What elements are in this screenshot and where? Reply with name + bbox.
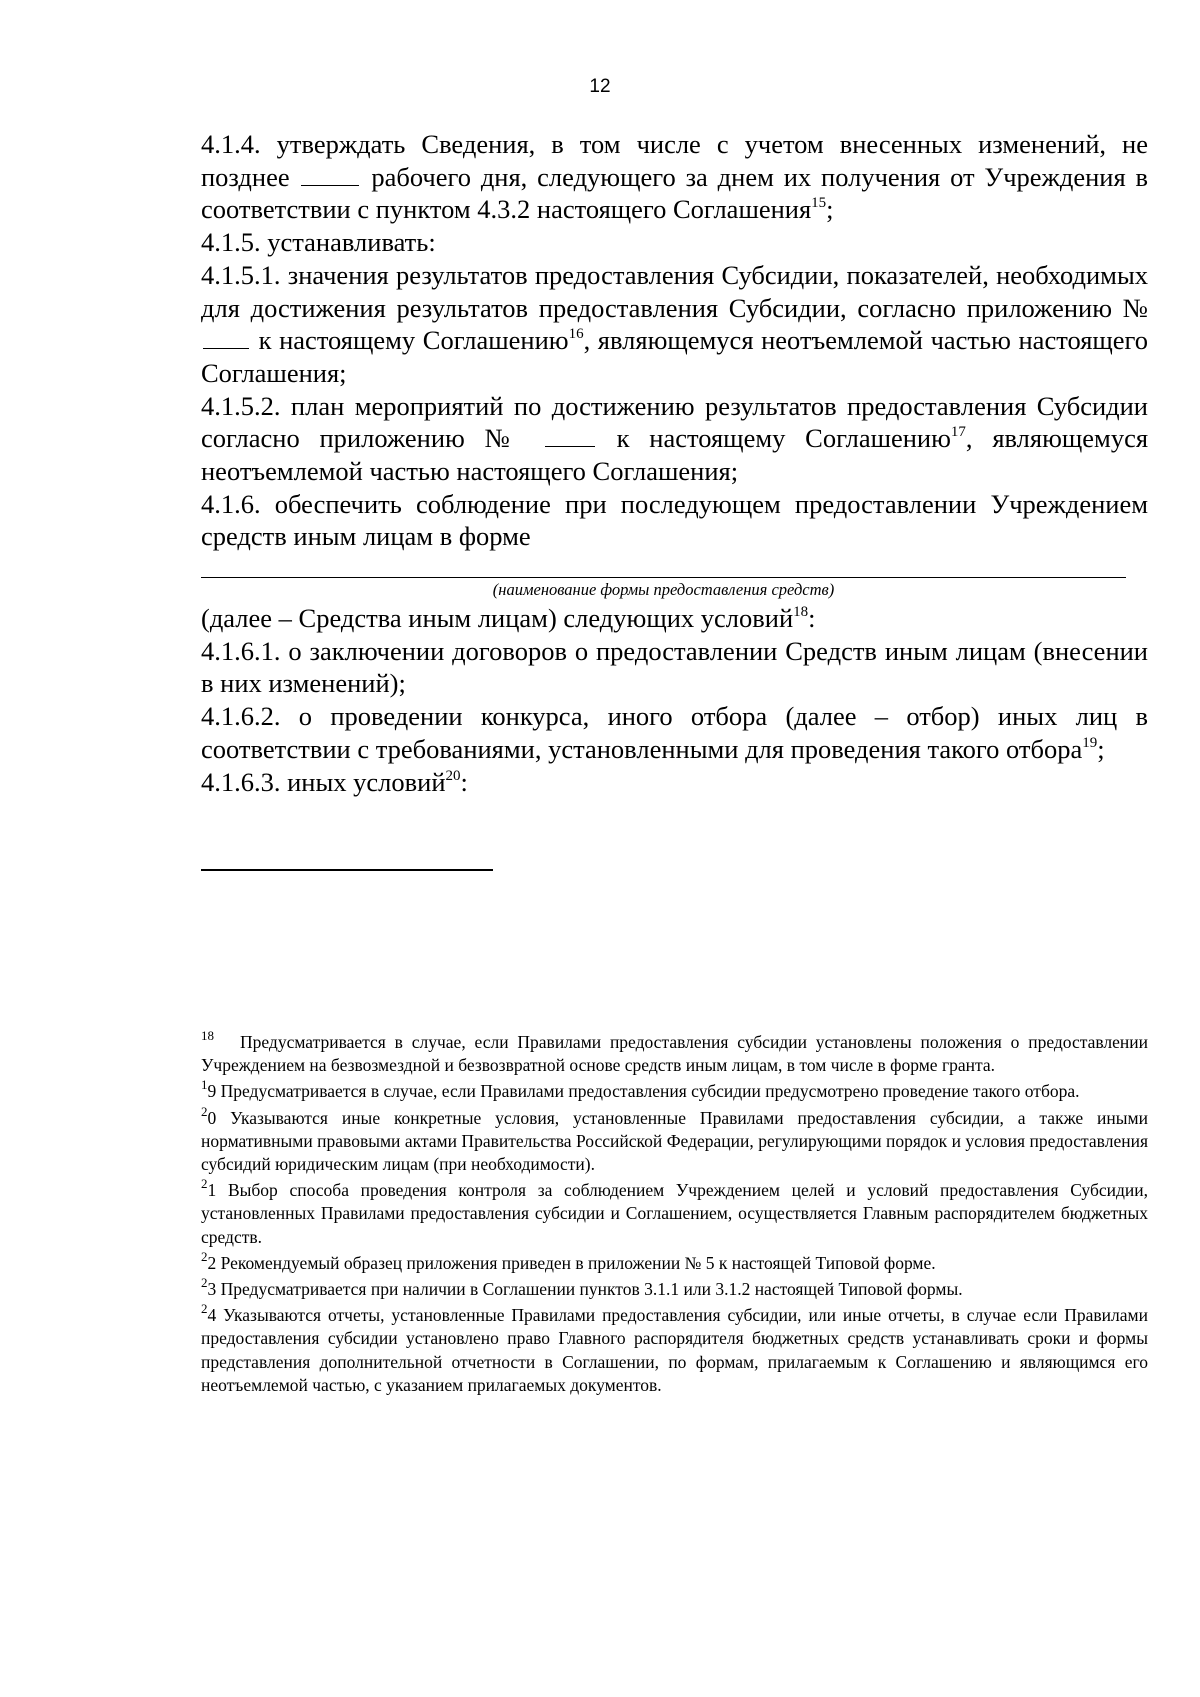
footnote-text: Выбор способа проведения контроля за соблюдением Учреждением целей и условий предоставления Субсидии, установленных Правилами предоставления субсидии и Соглашением, осуществляется Главным распорядителем бюджетных средств. [201,1180,1148,1247]
clause-text: 4.1.5.1. значения результатов предоставления Субсидии, показателей, необходимых для достижения результатов предоставления Субсидии, согласно приложению № [201,260,1148,323]
clause-4-1-5-2 [201,390,1148,488]
footnote-text: Предусматривается в случае, если Правилами предоставления субсидии установлены положения о предоставлении Учреждением на безвозмездной и безвозвратной основе средств иным лицам, в том числе в форме гранта. [201,1032,1148,1076]
clause-text: (далее – Средства иным лицам) следующих условий [201,602,794,633]
footnote [201,1301,1148,1397]
footnote-ref: 18 [793,603,809,620]
clause-text: 4.1.5.2. план мероприятий по достижению результатов предоставления Субсидии согласно приложению № [201,390,1148,453]
footnote-ref: 20 [445,767,461,784]
footnote-ref: 15 [811,195,827,211]
clause-4-1-6-2 [201,700,1148,765]
clause-text: к настоящему Соглашению [258,325,569,355]
page-number: 12 [589,76,611,97]
footnote-ref: 17 [950,424,966,440]
footnote [201,1028,1148,1077]
clause-text: 4.1.4. утверждать Сведения, в том числе с учетом внесенных изменений, не позднее [201,129,1148,192]
footnote-number: 18 [201,1028,214,1043]
clause-4-1-6-3 [201,766,1148,799]
clause-4-1-6: 4.1.6. обеспечить соблюдение при последующем предоставлении Учреждением средств иным лицам в форме [201,488,1148,551]
clause-4-1-4 [201,128,1148,226]
footnote-number-rest: 0 [207,1107,217,1128]
footnote-text: Предусматривается при наличии в Соглашении пунктов 3.1.1 или 3.1.2 настоящей Типовой формы. [216,1279,963,1300]
clause-text: 4.1.6.3. иных условий [201,766,446,797]
clause-text: 4.1.6.2. о проведении конкурса, иного отбора (далее – отбор) иных лиц в соответствии с требованиями, установленными для проведения такого отбора [201,701,1148,764]
footnote-number: 2 [201,1176,208,1192]
footnote [201,1176,1148,1249]
clause-text: , являющемуся неотъемлемой частью настоящего Соглашения; [201,325,1149,388]
footnote-ref: 19 [1082,734,1098,751]
footnote [201,1077,1148,1103]
clause-4-1-6-1: 4.1.6.1. о заключении договоров о предоставлении Средств иным лицам (внесении в них изменений); [201,635,1148,698]
footnote-number: 2 [201,1248,208,1264]
blank-field [203,326,249,349]
clause-text: : [460,766,468,797]
blank-field [545,424,595,447]
footnote-number: 2 [201,1103,208,1119]
clause-text: : [808,602,816,633]
footnote-number: 2 [201,1275,208,1291]
footnote-number-rest: 4 [207,1305,217,1326]
clause-text: ; [826,194,834,224]
footnote-number-rest: 1 [207,1180,217,1201]
footnote-text: Предусматривается в случае, если Правилами предоставления субсидии предусмотрено проведение такого отбора. [216,1081,1080,1102]
form-fill-line [201,577,1126,578]
document-body [201,128,1148,798]
footnote-number-rest: 2 [207,1252,217,1273]
clause-text: к настоящему Соглашению [616,423,951,453]
clause-4-1-5-1 [201,259,1148,389]
form-caption: (наименование формы предоставления средств) [492,579,835,599]
clause-text: рабочего дня, следующего за днем их получения от Учреждения в соответствии с пунктом 4.3.2 настоящего Соглашения [201,161,1149,224]
footnote-number: 2 [201,1301,208,1317]
footnote-separator [201,869,493,871]
clause-text: ; [1097,733,1105,764]
clause-4-1-5: 4.1.5. устанавливать: [201,227,436,257]
footnote-text: Рекомендуемый образец приложения приведен в приложении № 5 к настоящей Типовой форме. [216,1252,936,1273]
blank-field [301,163,359,186]
footnote-number-rest: 3 [207,1279,217,1300]
footnote-number: 1 [201,1077,208,1093]
footnote-text: Указываются иные конкретные условия, установленные Правилами предоставления субсидии, а также иными нормативными правовыми актами Правительства Российской Федерации, регулирующими порядок и условия предоставления субсидий юридическим лицам (при необходимости). [201,1107,1148,1175]
footnotes [201,1028,1148,1400]
clause-4-1-6-intro [201,602,1148,635]
footnote-ref: 16 [568,326,584,342]
footnote [201,1103,1148,1177]
clause-text: , являющемуся неотъемлемой частью настоящего Соглашения; [201,423,1149,486]
footnote [201,1275,1148,1301]
footnote-text: Указываются отчеты, установленные Правилами предоставления субсидии, или иные отчеты, в случае если Правилами предоставления субсидии установлено право Главного распорядителя бюджетных средств устанавливать сроки и формы представления дополнительной отчетности в Соглашении, по формам, прилагаемым к Соглашению и являющимся его неотъемлемой частью, с указанием прилагаемых документов. [201,1305,1148,1395]
footnote [201,1248,1148,1275]
footnote-number-rest: 9 [207,1081,217,1102]
